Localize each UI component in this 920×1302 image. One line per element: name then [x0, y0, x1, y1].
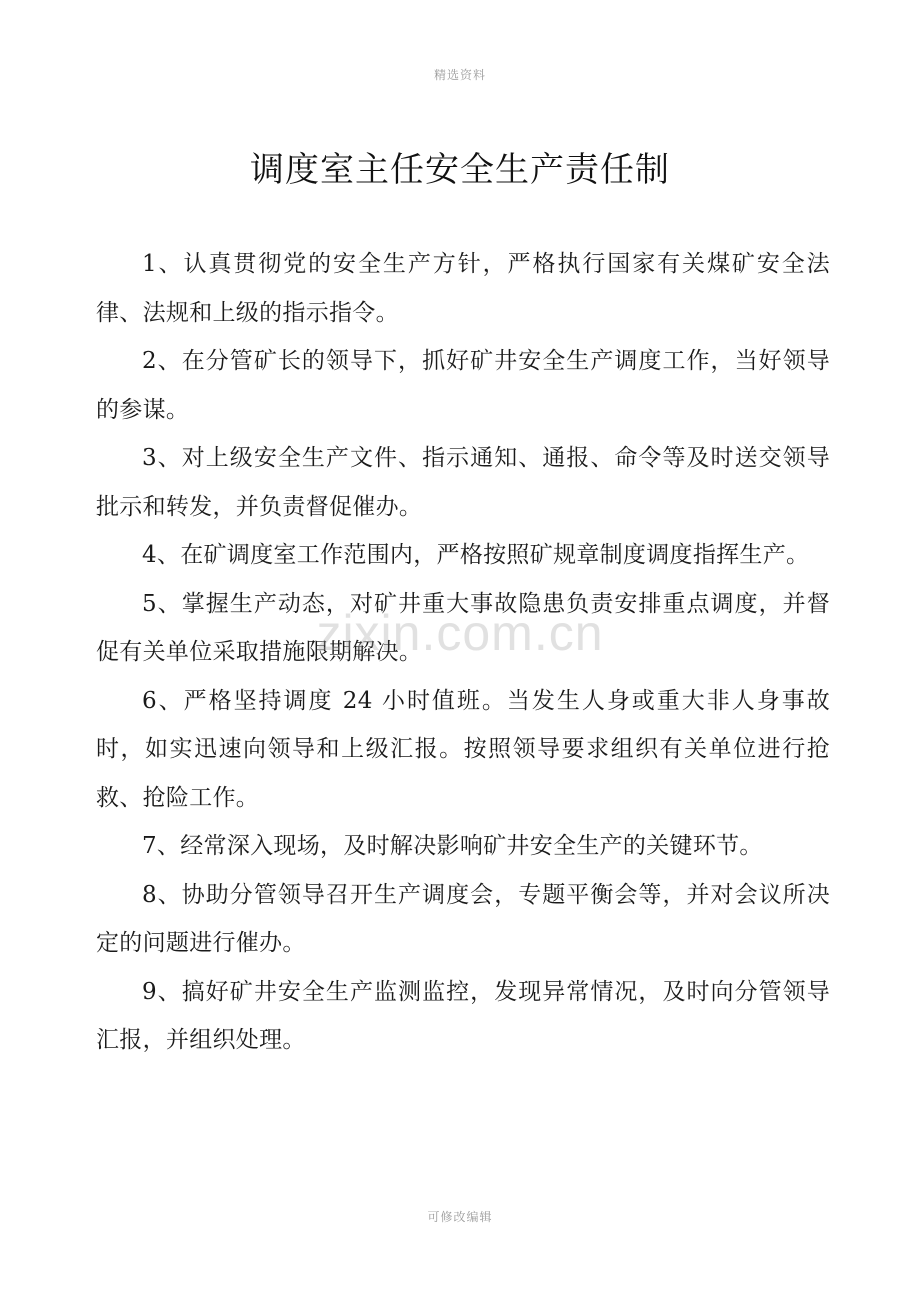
page-header: 精选资料	[433, 68, 486, 82]
clause-9: 9、搞好矿井安全生产监测监控，发现异常情况，及时向分管领导汇报，并组织处理。	[96, 978, 830, 1053]
clause-3: 3、对上级安全生产文件、指示通知、通报、命令等及时送交领导批示和转发，并负责督促催办。	[96, 445, 830, 520]
document-title: 调度室主任安全生产责任制	[250, 150, 670, 190]
clause-5: 5、掌握生产动态，对矿井重大事故隐患负责安排重点调度，并督促有关单位采取措施限期解决。	[96, 590, 830, 665]
page-footer: 可修改编辑	[427, 1210, 493, 1224]
clause-7: 7、经常深入现场，及时解决影响矿井安全生产的关键环节。	[142, 833, 763, 859]
document-body	[96, 240, 830, 1065]
clause-2: 2、在分管矿长的领导下，抓好矿井安全生产调度工作，当好领导的参谋。	[96, 348, 830, 423]
watermark: zixin.com.cn	[316, 605, 604, 661]
clause-4: 4、在矿调度室工作范围内，严格按照矿规章制度调度指挥生产。	[142, 542, 810, 568]
clause-8: 8、协助分管领导召开生产调度会，专题平衡会等，并对会议所决定的问题进行催办。	[96, 881, 830, 956]
clause-6: 6、严格坚持调度 24 小时值班。当发生人身或重大非人身事故时，如实迅速向领导和上级汇报。按照领导要求组织有关单位进行抢救、抢险工作。	[96, 687, 830, 811]
clause-1: 1、认真贯彻党的安全生产方针，严格执行国家有关煤矿安全法律、法规和上级的指示指令。	[96, 251, 830, 326]
